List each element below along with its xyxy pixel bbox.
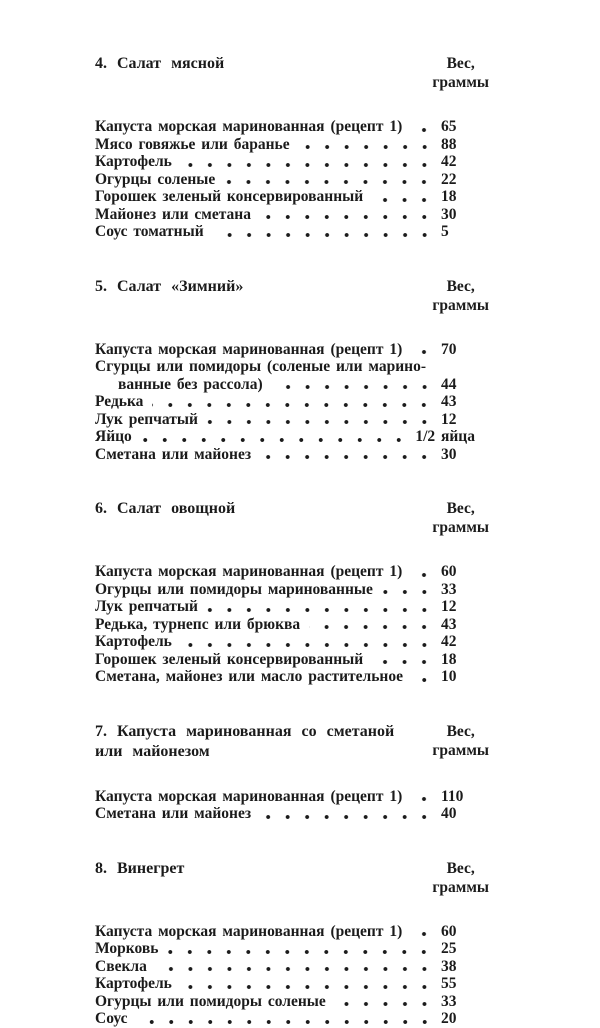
ingredient-row bbox=[95, 651, 475, 669]
ingredient-row bbox=[95, 341, 475, 359]
dot-leader bbox=[335, 993, 435, 1011]
ingredient-name: Картофель bbox=[95, 153, 172, 170]
recipe-section bbox=[95, 54, 489, 241]
section-title-text: Салат овощной bbox=[117, 500, 236, 517]
section-title bbox=[95, 859, 184, 879]
dot-leader bbox=[411, 341, 435, 359]
ingredient-line bbox=[95, 563, 475, 581]
section-header bbox=[95, 277, 489, 315]
dot-leader bbox=[156, 958, 435, 976]
ingredient-weight: 40 bbox=[441, 805, 457, 822]
section-header bbox=[95, 722, 489, 762]
ingredient-name: Лук репчатый bbox=[95, 598, 198, 615]
ingredient-row bbox=[95, 958, 475, 976]
ingredient-rows bbox=[95, 788, 475, 823]
ingredient-line bbox=[95, 118, 475, 136]
section-number: 5. bbox=[95, 277, 107, 295]
ingredient-line bbox=[95, 633, 475, 651]
ingredient-row bbox=[95, 446, 475, 464]
ingredient-name: Капуста морская маринованная (рецепт 1) bbox=[95, 340, 403, 358]
dot-leader bbox=[207, 411, 435, 429]
ingredient-row bbox=[95, 136, 475, 154]
weight-header-line1: Вес, bbox=[446, 277, 475, 295]
ingredient-weight: 18 bbox=[441, 650, 457, 668]
section-number: 6. bbox=[95, 500, 107, 517]
weight-header-line2: граммы bbox=[432, 519, 489, 536]
ingredient-weight: 60 bbox=[441, 563, 457, 580]
ingredient-row bbox=[95, 358, 475, 393]
ingredient-line bbox=[95, 446, 475, 464]
section-header bbox=[95, 499, 489, 537]
ingredient-name: Картофель bbox=[95, 633, 172, 650]
ingredient-rows bbox=[95, 563, 475, 686]
ingredient-rows bbox=[95, 923, 475, 1028]
weight-header-line2: граммы bbox=[432, 74, 489, 91]
recipe-section bbox=[95, 722, 489, 823]
ingredient-row bbox=[95, 993, 475, 1011]
section-number: 7. bbox=[95, 722, 107, 740]
ingredient-line bbox=[95, 940, 475, 958]
ingredient-weight: 110 bbox=[441, 787, 464, 805]
ingredient-weight: 30 bbox=[441, 205, 457, 223]
dot-leader bbox=[260, 446, 435, 464]
dot-leader bbox=[411, 563, 435, 581]
ingredient-name: Капуста морская маринованная (рецепт 1) bbox=[95, 787, 403, 805]
ingredient-weight: 33 bbox=[441, 992, 457, 1010]
ingredient-weight: 12 bbox=[441, 410, 457, 428]
dot-leader bbox=[272, 376, 435, 394]
weight-column-header bbox=[432, 54, 489, 92]
section-title-text: Салат «Зимний» bbox=[117, 277, 244, 295]
ingredient-name: Сметана или майонез bbox=[95, 445, 252, 463]
section-number: 8. bbox=[95, 859, 107, 877]
ingredient-weight: 43 bbox=[441, 615, 457, 633]
ingredient-weight: 25 bbox=[441, 940, 457, 957]
weight-column-header bbox=[432, 277, 489, 315]
ingredient-name: Капуста морская маринованная (рецепт 1) bbox=[95, 922, 403, 940]
dot-leader bbox=[309, 616, 435, 634]
ingredient-weight: 22 bbox=[441, 170, 457, 188]
ingredient-weight: 65 bbox=[441, 118, 457, 135]
ingredient-name: Соус bbox=[95, 1010, 128, 1027]
ingredient-line bbox=[95, 668, 475, 686]
weight-column-header bbox=[432, 859, 489, 897]
ingredient-name: Горошек зеленый консервированный bbox=[95, 188, 364, 205]
ingredient-weight: 43 bbox=[441, 393, 457, 410]
ingredient-name: Картофель bbox=[95, 975, 172, 992]
weight-column-header bbox=[432, 499, 489, 537]
ingredient-name: Капуста морская маринованная (рецепт 1) bbox=[95, 563, 403, 580]
dot-leader bbox=[382, 581, 435, 599]
ingredient-name: Соус томатный bbox=[95, 223, 204, 240]
dot-leader bbox=[167, 940, 435, 958]
dot-leader bbox=[152, 393, 435, 411]
ingredient-line bbox=[95, 993, 475, 1011]
ingredient-name-first-line: Сгурцы или помидоры (соленые или марино- bbox=[95, 358, 426, 375]
section-number: 4. bbox=[95, 55, 107, 72]
section-title-text: Винегрет bbox=[117, 859, 185, 877]
dot-leader bbox=[181, 633, 435, 651]
section-header bbox=[95, 859, 489, 897]
weight-header-line2: граммы bbox=[432, 741, 489, 759]
ingredient-row bbox=[95, 975, 475, 993]
recipe-section bbox=[95, 499, 489, 686]
dot-leader bbox=[213, 223, 435, 241]
section-title bbox=[95, 722, 394, 762]
ingredient-row bbox=[95, 188, 475, 206]
ingredient-row bbox=[95, 563, 475, 581]
recipe-section bbox=[95, 859, 489, 1028]
ingredient-name: ванные без рассола) bbox=[118, 375, 263, 393]
ingredient-weight: 33 bbox=[441, 580, 457, 598]
weight-header-line2: граммы bbox=[432, 878, 489, 896]
ingredient-weight: 60 bbox=[441, 922, 457, 940]
ingredient-line bbox=[95, 805, 475, 823]
ingredient-line bbox=[95, 923, 475, 941]
ingredient-row bbox=[95, 581, 475, 599]
ingredient-row bbox=[95, 153, 475, 171]
ingredient-name: Яйцо bbox=[95, 428, 132, 445]
ingredient-weight: 1/2 яйца bbox=[415, 428, 475, 445]
dot-leader bbox=[260, 805, 435, 823]
ingredient-rows bbox=[95, 341, 475, 464]
ingredient-line bbox=[95, 393, 475, 411]
ingredient-weight: 55 bbox=[441, 975, 457, 992]
weight-header-line1: Вес, bbox=[446, 722, 475, 740]
ingredient-line bbox=[95, 651, 475, 669]
ingredient-weight: 88 bbox=[441, 135, 457, 153]
section-title bbox=[95, 499, 235, 519]
ingredient-name: Сметана, майонез или масло растительное bbox=[95, 668, 403, 685]
ingredient-weight: 38 bbox=[441, 957, 457, 975]
ingredient-name: Горошек зеленый консервированный bbox=[95, 650, 364, 668]
dot-leader bbox=[181, 975, 435, 993]
ingredient-line bbox=[95, 581, 475, 599]
ingredient-row bbox=[95, 598, 475, 616]
dot-leader bbox=[141, 428, 410, 446]
ingredient-name: Огурцы соленые bbox=[95, 170, 216, 188]
ingredient-row bbox=[95, 668, 475, 686]
ingredient-line bbox=[95, 428, 475, 446]
ingredient-line bbox=[95, 975, 475, 993]
ingredient-weight: 44 bbox=[441, 375, 457, 393]
weight-header-line1: Вес, bbox=[446, 500, 475, 517]
recipe-sections bbox=[95, 54, 600, 1028]
ingredient-row bbox=[95, 223, 475, 241]
section-header bbox=[95, 54, 489, 92]
ingredient-line bbox=[95, 206, 475, 224]
ingredient-name: Майонез или сметана bbox=[95, 205, 251, 223]
dot-leader bbox=[411, 923, 435, 941]
ingredient-row bbox=[95, 118, 475, 136]
ingredient-weight: 42 bbox=[441, 153, 457, 170]
ingredient-name: Редька bbox=[95, 393, 144, 410]
ingredient-name: Огурцы или помидоры соленые bbox=[95, 992, 326, 1010]
ingredient-weight: 20 bbox=[441, 1010, 457, 1027]
ingredient-line bbox=[95, 153, 475, 171]
ingredient-line bbox=[95, 136, 475, 154]
ingredient-line bbox=[95, 411, 475, 429]
dot-leader bbox=[207, 598, 435, 616]
ingredient-name: Сметана или майонез bbox=[95, 805, 252, 822]
weight-header-line1: Вес, bbox=[446, 859, 475, 877]
ingredient-name: Лук репчатый bbox=[95, 410, 198, 428]
ingredient-weight: 5 bbox=[441, 223, 449, 240]
dot-leader bbox=[372, 188, 435, 206]
dot-leader bbox=[412, 668, 435, 686]
dot-leader bbox=[224, 171, 435, 189]
ingredient-line bbox=[95, 171, 475, 189]
ingredient-row bbox=[95, 171, 475, 189]
section-title-line2: или майонезом bbox=[95, 742, 210, 760]
dot-leader bbox=[137, 1010, 435, 1028]
ingredient-line bbox=[118, 376, 475, 394]
ingredient-line bbox=[95, 958, 475, 976]
ingredient-row bbox=[95, 805, 475, 823]
ingredient-name: Свекла bbox=[95, 957, 147, 975]
ingredient-row bbox=[95, 923, 475, 941]
ingredient-line bbox=[95, 341, 475, 359]
ingredient-row bbox=[95, 788, 475, 806]
ingredient-weight: 70 bbox=[441, 340, 457, 358]
ingredient-name: Мясо говяжье или баранье bbox=[95, 135, 290, 153]
ingredient-name: Огурцы или помидоры маринованные bbox=[95, 580, 373, 598]
ingredient-weight: 30 bbox=[441, 445, 457, 463]
ingredient-name: Морковь bbox=[95, 940, 159, 957]
ingredient-name: Капуста морская маринованная (рецепт 1) bbox=[95, 118, 403, 135]
ingredient-line bbox=[95, 598, 475, 616]
ingredient-row bbox=[95, 428, 475, 446]
ingredient-row bbox=[95, 940, 475, 958]
weight-column-header bbox=[432, 722, 489, 760]
ingredient-weight: 42 bbox=[441, 633, 457, 650]
dot-leader bbox=[372, 651, 435, 669]
ingredient-row bbox=[95, 616, 475, 634]
ingredient-row bbox=[95, 393, 475, 411]
section-title-text: Салат мясной bbox=[117, 55, 225, 72]
ingredient-row bbox=[95, 1010, 475, 1028]
ingredient-line bbox=[95, 1010, 475, 1028]
section-title bbox=[95, 277, 243, 297]
ingredient-rows bbox=[95, 118, 475, 241]
recipe-section bbox=[95, 277, 489, 464]
dot-leader bbox=[181, 153, 435, 171]
dot-leader bbox=[299, 136, 435, 154]
ingredient-row bbox=[95, 633, 475, 651]
ingredient-row bbox=[95, 206, 475, 224]
weight-header-line1: Вес, bbox=[446, 55, 475, 72]
ingredient-line bbox=[95, 788, 475, 806]
ingredient-weight: 12 bbox=[441, 598, 457, 615]
ingredient-line bbox=[95, 223, 475, 241]
section-title-text: Капуста маринованная со сметаной bbox=[117, 722, 395, 740]
ingredient-name: Редька, турнепс или брюква bbox=[95, 615, 301, 633]
ingredient-row bbox=[95, 411, 475, 429]
dot-leader bbox=[411, 788, 435, 806]
ingredient-weight: 10 bbox=[441, 668, 457, 685]
ingredient-line bbox=[95, 616, 475, 634]
weight-header-line2: граммы bbox=[432, 296, 489, 314]
ingredient-weight: 18 bbox=[441, 188, 457, 205]
dot-leader bbox=[411, 118, 435, 136]
dot-leader bbox=[260, 206, 435, 224]
ingredient-line bbox=[95, 188, 475, 206]
section-title bbox=[95, 54, 224, 74]
